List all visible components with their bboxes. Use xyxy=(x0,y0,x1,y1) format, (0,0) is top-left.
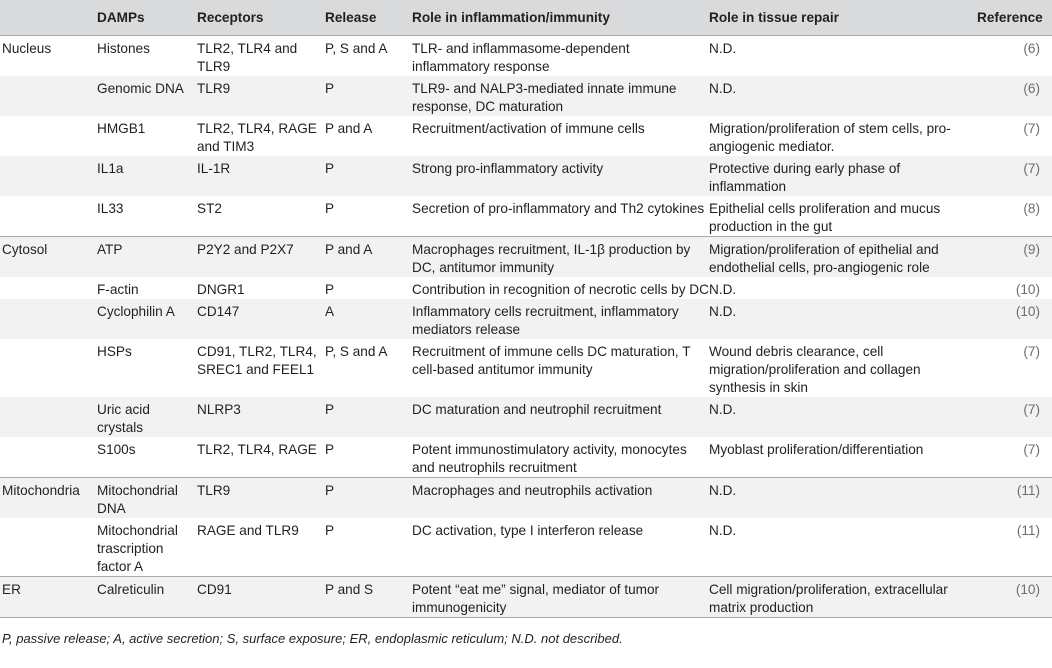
cell-inflammation: Potent immunostimulatory activity, monocytes and neutrophils recruitment xyxy=(412,442,687,475)
header-damps: DAMPs xyxy=(97,9,145,25)
cell-release: P xyxy=(325,76,412,116)
cell-tissue-repair: Cell migration/proliferation, extracellular matrix production xyxy=(709,577,971,618)
header-receptors: Receptors xyxy=(197,9,264,25)
cell-release: P xyxy=(325,478,412,519)
cell-inflammation: DC activation, type I interferon release xyxy=(412,523,644,538)
cell-inflammation: DC maturation and neutrophil recruitment xyxy=(412,397,709,437)
cell-damp: Mitochondrial DNA xyxy=(97,478,197,519)
cell-damp: Uric acid crystals xyxy=(97,397,197,437)
cell-receptors: TLR9 xyxy=(197,478,325,519)
cell-damp: IL1a xyxy=(97,156,197,196)
cell-release: P xyxy=(325,201,335,216)
table-row xyxy=(0,196,1052,237)
cell-damp: Mitochondrial trascription factor A xyxy=(97,523,178,574)
cell-tissue-repair: N.D. xyxy=(709,523,737,538)
cell-tissue-repair: Myoblast proliferation/differentiation xyxy=(709,442,924,457)
cell-damp: HMGB1 xyxy=(97,121,146,136)
cell-reference[interactable]: (10) xyxy=(971,299,1052,339)
cell-receptors: TLR9 xyxy=(197,76,325,116)
table-row xyxy=(0,577,1052,618)
cell-reference[interactable]: (8) xyxy=(1023,201,1040,216)
cell-receptors: RAGE and TLR9 xyxy=(197,523,299,538)
table-row xyxy=(0,339,1052,397)
header-release: Release xyxy=(325,9,377,25)
cell-location xyxy=(0,196,97,237)
cell-receptors: P2Y2 and P2X7 xyxy=(197,237,325,278)
cell-location: Cytosol xyxy=(0,237,97,278)
cell-reference[interactable]: (6) xyxy=(971,76,1052,116)
cell-release: P xyxy=(325,442,335,457)
cell-reference[interactable]: (11) xyxy=(1016,523,1040,538)
cell-inflammation: Macrophages and neutrophils activation xyxy=(412,478,709,519)
cell-location xyxy=(0,156,97,196)
cell-inflammation: TLR9- and NALP3-mediated innate immune response, DC maturation xyxy=(412,76,709,116)
table-row xyxy=(0,437,1052,478)
cell-reference[interactable]: (7) xyxy=(1023,344,1040,359)
table-row xyxy=(0,116,1052,156)
cell-location xyxy=(0,277,97,299)
cell-reference[interactable]: (7) xyxy=(1023,442,1040,457)
cell-tissue-repair: N.D. xyxy=(709,36,971,77)
table-body xyxy=(0,36,1052,618)
cell-location xyxy=(0,339,97,397)
cell-receptors: NLRP3 xyxy=(197,397,325,437)
cell-tissue-repair: N.D. xyxy=(709,397,971,437)
table-row xyxy=(0,277,1052,299)
cell-tissue-repair: N.D. xyxy=(709,76,971,116)
cell-location xyxy=(0,76,97,116)
cell-location xyxy=(0,397,97,437)
table-row xyxy=(0,156,1052,196)
cell-location xyxy=(0,437,97,478)
cell-reference[interactable]: (7) xyxy=(1023,121,1040,136)
cell-receptors: ST2 xyxy=(197,201,222,216)
cell-damp: Genomic DNA xyxy=(97,76,197,116)
cell-damp: F-actin xyxy=(97,282,139,297)
header-row xyxy=(0,0,1052,36)
cell-tissue-repair: Wound debris clearance, cell migration/proliferation and collagen synthesis in skin xyxy=(709,344,921,395)
cell-release: P, S and A xyxy=(325,36,412,77)
cell-inflammation: Macrophages recruitment, IL-1β production by DC, antitumor immunity xyxy=(412,237,709,278)
cell-release: P xyxy=(325,397,412,437)
cell-location xyxy=(0,299,97,339)
header-reference: Reference xyxy=(977,9,1043,25)
cell-tissue-repair: Protective during early phase of inflammation xyxy=(709,156,971,196)
table-row xyxy=(0,76,1052,116)
cell-tissue-repair: Migration/proliferation of epithelial and endothelial cells, pro-angiogenic role xyxy=(709,237,971,278)
cell-receptors: CD147 xyxy=(197,299,325,339)
cell-damp: Calreticulin xyxy=(97,577,197,618)
cell-release: P and A xyxy=(325,237,412,278)
cell-inflammation: Recruitment of immune cells DC maturation, T cell-based antitumor immunity xyxy=(412,344,691,377)
cell-tissue-repair: Migration/proliferation of stem cells, pro-angiogenic mediator. xyxy=(709,121,951,154)
cell-inflammation: Strong pro-inflammatory activity xyxy=(412,156,709,196)
cell-inflammation: TLR- and inflammasome-dependent inflammatory response xyxy=(412,36,709,77)
cell-location: ER xyxy=(0,577,97,618)
cell-receptors: IL-1R xyxy=(197,156,325,196)
cell-inflammation: Potent “eat me” signal, mediator of tumor immunogenicity xyxy=(412,577,709,618)
cell-reference[interactable]: (6) xyxy=(971,36,1052,77)
cell-receptors: DNGR1 xyxy=(197,282,245,297)
cell-location: Nucleus xyxy=(0,36,97,77)
cell-release: P and A xyxy=(325,121,373,136)
table-row xyxy=(0,478,1052,519)
cell-damp: HSPs xyxy=(97,344,132,359)
cell-tissue-repair: N.D. xyxy=(709,282,737,297)
cell-reference[interactable]: (11) xyxy=(971,478,1052,519)
cell-release: P xyxy=(325,282,335,297)
table-row xyxy=(0,397,1052,437)
cell-release: P and S xyxy=(325,577,412,618)
cell-location xyxy=(0,116,97,156)
cell-receptors: TLR2, TLR4 and TLR9 xyxy=(197,36,325,77)
cell-tissue-repair: Epithelial cells proliferation and mucus production in the gut xyxy=(709,201,941,234)
cell-receptors: TLR2, TLR4, RAGE and TIM3 xyxy=(197,121,317,154)
table-row xyxy=(0,237,1052,278)
cell-reference[interactable]: (7) xyxy=(971,156,1052,196)
cell-inflammation: Secretion of pro-inflammatory and Th2 cytokines xyxy=(412,201,705,216)
header-tissue-repair: Role in tissue repair xyxy=(709,9,839,25)
cell-reference[interactable]: (9) xyxy=(971,237,1052,278)
cell-location xyxy=(0,518,97,577)
cell-tissue-repair: N.D. xyxy=(709,478,971,519)
header-inflammation: Role in inflammation/immunity xyxy=(412,9,610,25)
table-row xyxy=(0,299,1052,339)
table-row xyxy=(0,518,1052,577)
table-footnote: P, passive release; A, active secretion; S, surface exposure; ER, endoplasmic reticulum; N.D. not described. xyxy=(2,631,623,646)
cell-tissue-repair: N.D. xyxy=(709,299,971,339)
cell-receptors: CD91 xyxy=(197,577,325,618)
cell-receptors: TLR2, TLR4, RAGE xyxy=(197,442,317,457)
header-location xyxy=(0,0,97,36)
cell-reference[interactable]: (7) xyxy=(971,397,1052,437)
cell-receptors: CD91, TLR2, TLR4, SREC1 and FEEL1 xyxy=(197,344,317,377)
cell-damp: Cyclophilin A xyxy=(97,299,197,339)
cell-damp: IL33 xyxy=(97,201,124,216)
cell-inflammation: Recruitment/activation of immune cells xyxy=(412,121,645,136)
cell-release: P xyxy=(325,156,412,196)
cell-damp: ATP xyxy=(97,237,197,278)
cell-damp: S100s xyxy=(97,442,136,457)
cell-inflammation: Contribution in recognition of necrotic cells by DC xyxy=(412,282,709,297)
cell-release: P, S and A xyxy=(325,344,388,359)
cell-release: A xyxy=(325,299,412,339)
cell-reference[interactable]: (10) xyxy=(1015,282,1040,297)
cell-location: Mitochondria xyxy=(0,478,97,519)
table-row xyxy=(0,36,1052,77)
cell-release: P xyxy=(325,523,335,538)
cell-inflammation: Inflammatory cells recruitment, inflammatory mediators release xyxy=(412,299,709,339)
cell-reference[interactable]: (10) xyxy=(971,577,1052,618)
table-header xyxy=(0,0,1052,36)
cell-damp: Histones xyxy=(97,36,197,77)
